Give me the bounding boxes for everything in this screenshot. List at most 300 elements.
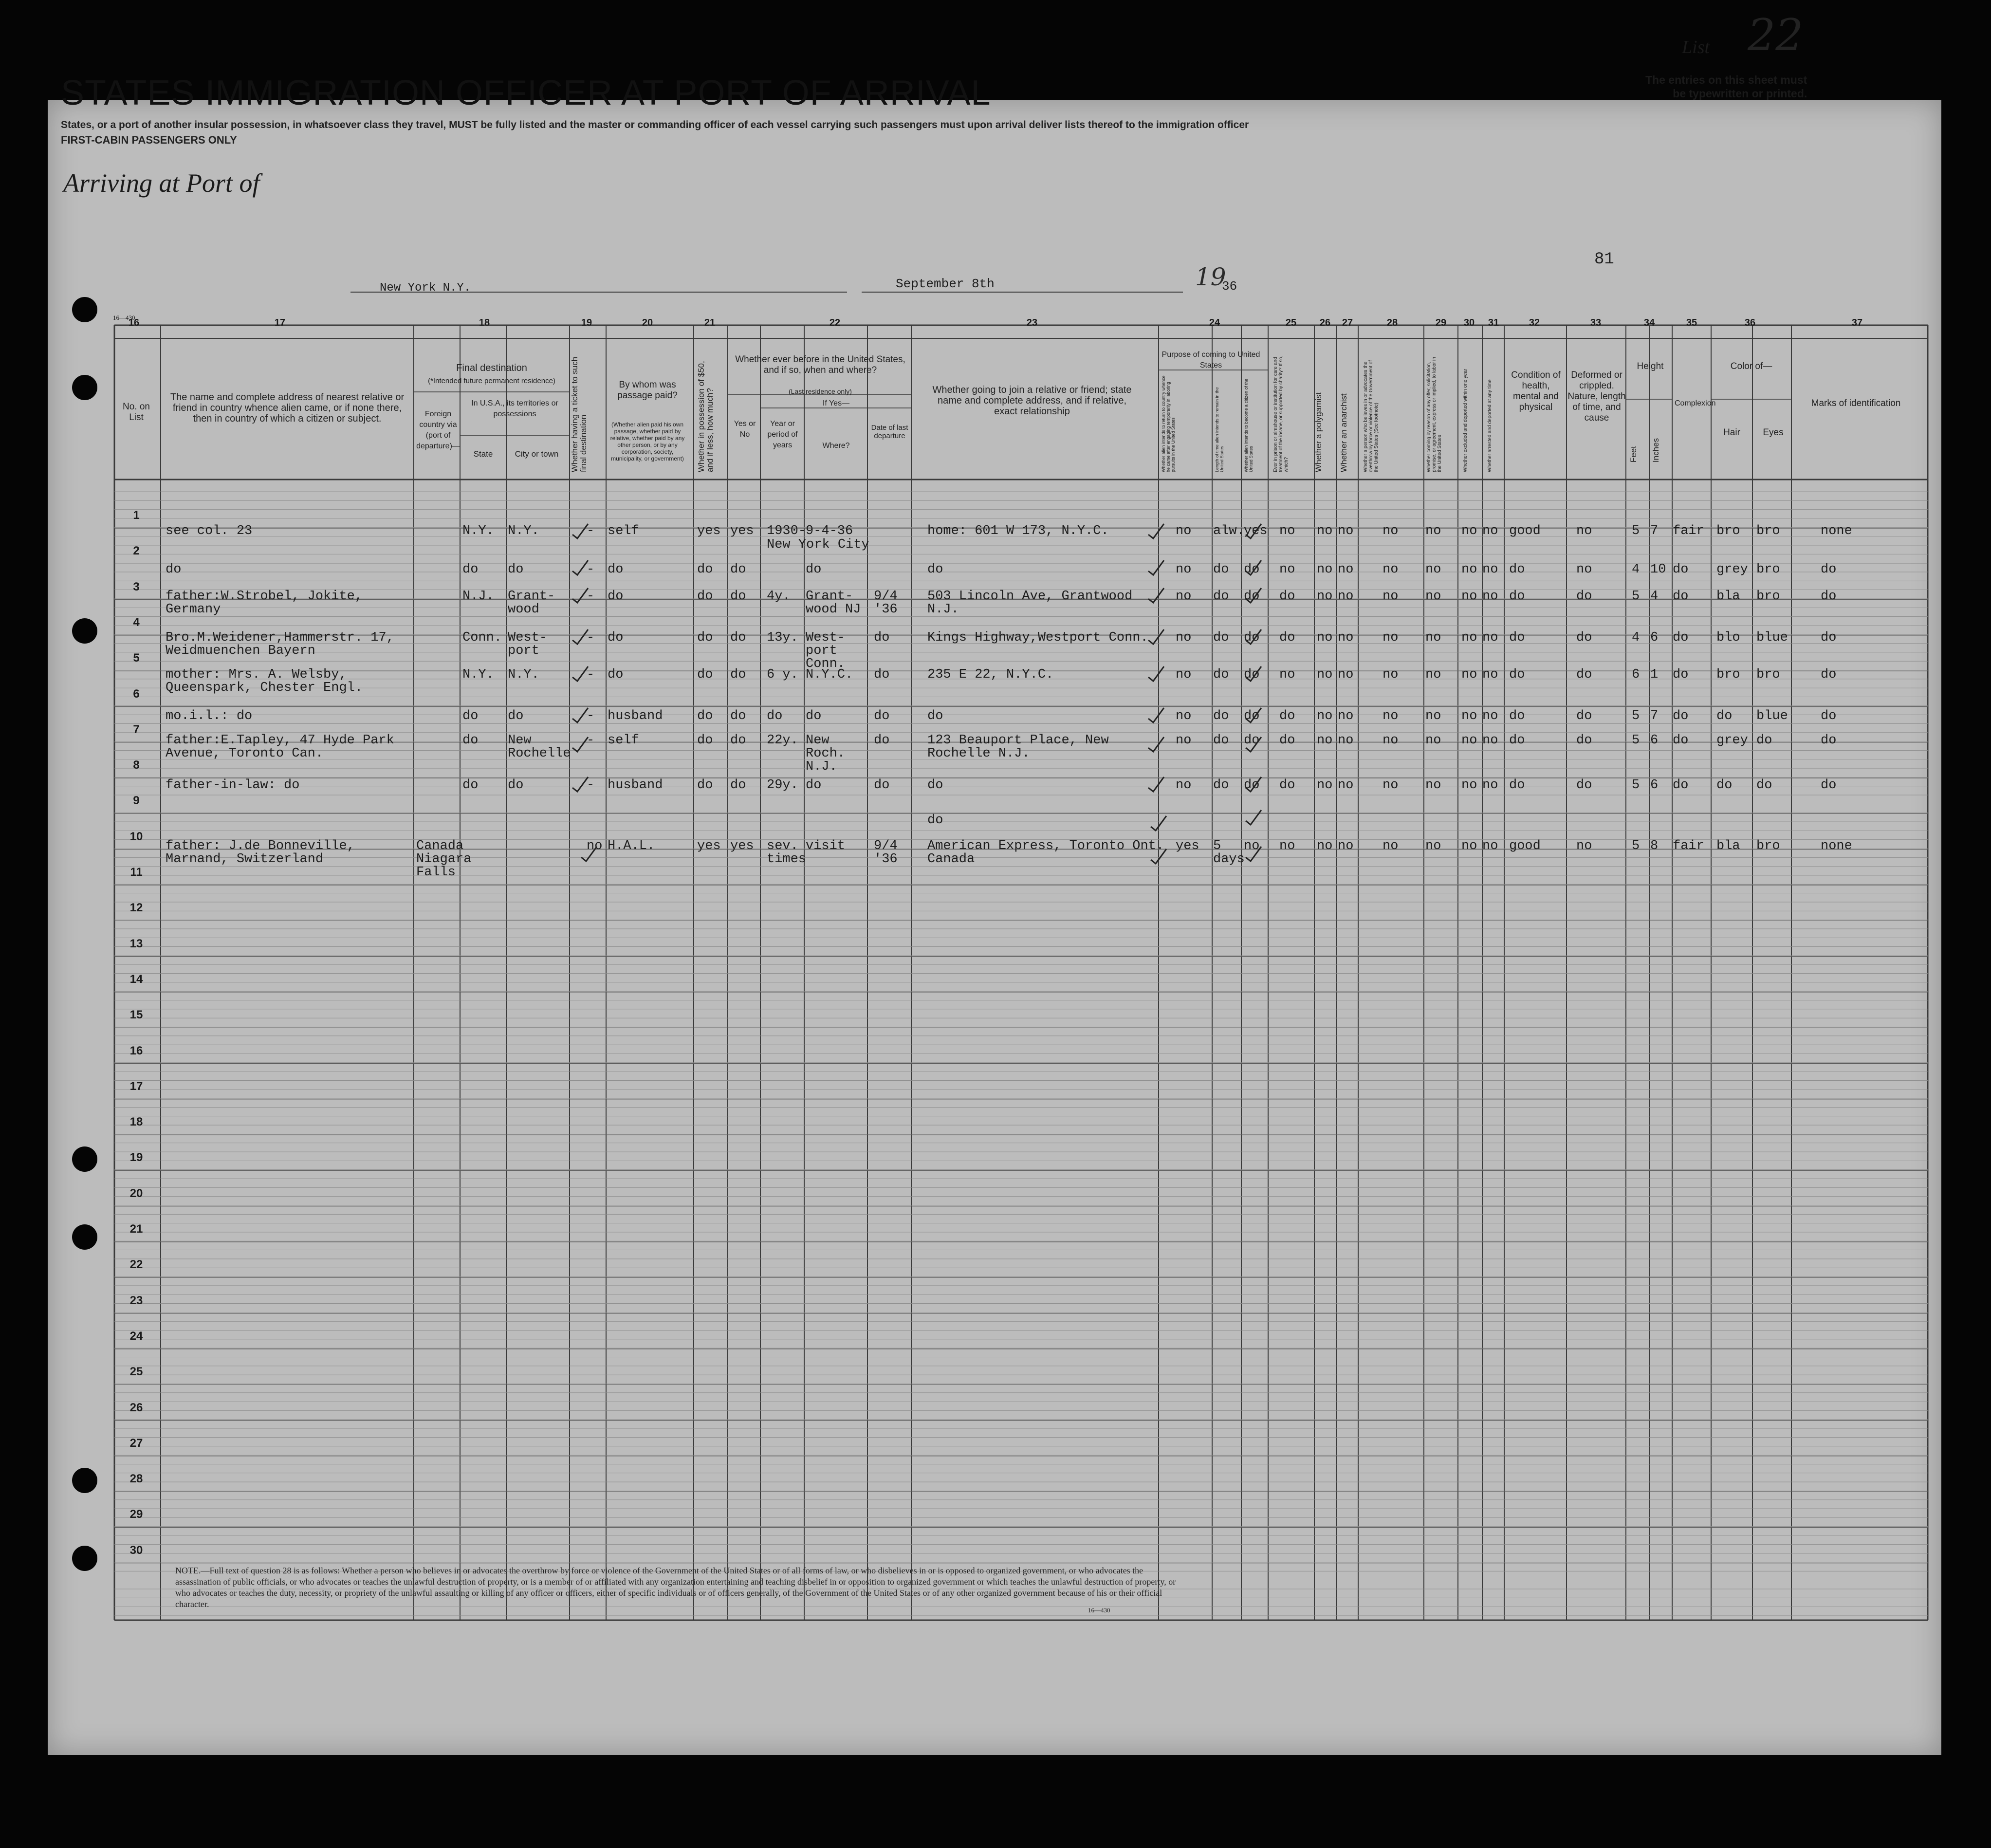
cell-c25: no xyxy=(1279,839,1295,853)
check-mark-icon xyxy=(1146,775,1166,795)
header-passage-paid: By whom was passage paid? xyxy=(617,380,678,401)
cell-c30: no xyxy=(1461,524,1477,538)
cell-c30: no xyxy=(1461,733,1477,748)
cell-c32: good xyxy=(1509,839,1541,853)
cell-eyes: blue xyxy=(1756,630,1788,645)
cell-c22-date: do xyxy=(874,630,890,645)
cell-c29: no xyxy=(1425,589,1441,604)
cell-c26: no xyxy=(1317,709,1333,723)
cell-c23: do xyxy=(927,562,943,577)
cell-c26: no xyxy=(1317,630,1333,645)
cell-c24c: do xyxy=(1244,733,1260,748)
cell-c18-city: New Rochelle xyxy=(508,733,571,761)
row-number: 22 xyxy=(129,1258,143,1272)
cell-c22-yn: do xyxy=(730,562,746,577)
header-hair: Hair xyxy=(1723,427,1740,438)
header-complexion: Complexion xyxy=(1675,399,1716,407)
row-number: 30 xyxy=(129,1543,143,1557)
header-marks: Marks of identification xyxy=(1811,398,1901,408)
cell-c31: no xyxy=(1482,667,1498,682)
cell-in: 10 xyxy=(1650,562,1666,577)
cell-c29: no xyxy=(1425,562,1441,577)
check-mark-icon xyxy=(1244,586,1263,606)
check-mark-icon xyxy=(1244,665,1263,684)
cell-c28: no xyxy=(1383,630,1399,645)
cell-c27: no xyxy=(1338,839,1354,853)
cell-c22-where: Grant- wood NJ xyxy=(806,589,861,617)
cell-c33: no xyxy=(1576,524,1592,538)
header-deported: Whether arrested and deported at any time xyxy=(1487,379,1493,472)
cell-c20: do xyxy=(608,589,624,604)
cell-ft: 5 xyxy=(1632,733,1640,748)
cell-c17: mother: Mrs. A. Welsby, Queenspark, Chester Engl. xyxy=(166,667,363,695)
cell-c18-city: Grant- wood xyxy=(508,589,555,617)
check-mark-icon xyxy=(1244,706,1263,725)
cell-hair: bro xyxy=(1716,667,1740,682)
cell-c24b: alw. xyxy=(1213,524,1245,538)
header-ever-in-us: Whether ever before in the United States, and if so, when and where? xyxy=(735,354,905,375)
cell-c28: no xyxy=(1383,562,1399,577)
cell-c32: do xyxy=(1509,667,1525,682)
cell-c24c: do xyxy=(1244,562,1260,577)
cell-c20: self xyxy=(608,733,639,748)
header-prison: Ever in prison or almshouse or institution for care and treatment of the insane, or supported by charity? If so, which? xyxy=(1273,355,1289,472)
row-number: 16 xyxy=(129,1044,143,1057)
cell-c17: father: J.de Bonneville, Marnand, Switzerland xyxy=(166,839,355,867)
cell-c18-city: N.Y. xyxy=(508,667,539,682)
header-foreign-country: Foreign country via (port of departure)— xyxy=(416,410,460,450)
cell-c30: no xyxy=(1461,630,1477,645)
cell-c22-date: do xyxy=(874,709,890,723)
column-number: 35 xyxy=(1686,317,1697,328)
row-number: 11 xyxy=(130,866,143,879)
check-mark-icon xyxy=(1244,735,1263,755)
cell-c17: Bro.M.Weidener,Hammerstr. 17, Weidmuenchen Bayern xyxy=(166,630,394,658)
entries-note xyxy=(1645,73,1807,100)
page-title: STATES IMMIGRATION OFFICER AT PORT OF ARRIVAL xyxy=(61,74,991,112)
check-mark-icon xyxy=(1244,845,1263,864)
cell-c35: do xyxy=(1673,589,1689,604)
cell-c20: self xyxy=(608,524,639,538)
cell-c25: no xyxy=(1279,562,1295,577)
header-purpose-length: Length of time alien intends to remain in the United States xyxy=(1215,387,1224,472)
cell-c27: no xyxy=(1338,733,1354,748)
check-mark-icon xyxy=(571,522,590,541)
cell-in: 6 xyxy=(1650,733,1659,748)
cell-in: 6 xyxy=(1650,630,1659,645)
header-purpose-return: Whether alien intends to return to country whence he came after engaging temporarily in laboring pursuits in the United States xyxy=(1161,375,1176,472)
cell-c18-state: Conn. xyxy=(462,630,502,645)
cell-c22-yn: do xyxy=(730,589,746,604)
cell-c30: no xyxy=(1461,562,1477,577)
cell-c27: no xyxy=(1338,709,1354,723)
column-number: 19 xyxy=(581,317,592,328)
year-prefix: 19 xyxy=(1195,263,1226,291)
cell-c24b: do xyxy=(1213,709,1229,723)
cell-c24a: no xyxy=(1176,562,1192,577)
cell-c24c: do xyxy=(1244,630,1260,645)
cell-c18-city: West- port xyxy=(508,630,548,658)
cell-ft: 5 xyxy=(1632,839,1640,853)
cell-c24b: do xyxy=(1213,630,1229,645)
header-join-relative: Whether going to join a relative or friend; state name and complete address, and if relative, exact relationship xyxy=(932,385,1132,417)
cell-c35: do xyxy=(1673,667,1689,682)
cell-in: 7 xyxy=(1650,524,1659,538)
cell-c31: no xyxy=(1482,733,1498,748)
cell-c24b: do xyxy=(1213,589,1229,604)
cell-c26: no xyxy=(1317,667,1333,682)
cell-c19: - xyxy=(587,589,595,604)
cell-c33: do xyxy=(1576,709,1592,723)
cell-eyes: bro xyxy=(1756,839,1780,853)
cell-c18-foreign: Canada Niagara Falls xyxy=(416,839,472,880)
cell-c29: no xyxy=(1425,733,1441,748)
cell-c37: none xyxy=(1821,524,1852,538)
cell-c23: 235 E 22, N.Y.C. xyxy=(927,667,1054,682)
footnote-code: 16—430 xyxy=(1088,1607,1110,1614)
cell-c22-date: do xyxy=(874,733,890,748)
cell-c33: do xyxy=(1576,733,1592,748)
row-number: 28 xyxy=(129,1472,143,1486)
check-mark-icon xyxy=(1146,558,1166,578)
cell-c37: do xyxy=(1821,562,1837,577)
cell-c20: husband xyxy=(608,778,663,793)
cell-c26: no xyxy=(1317,778,1333,793)
cell-c22-year: do xyxy=(767,709,783,723)
cell-c18-state: do xyxy=(462,733,479,748)
cell-c24a: no xyxy=(1176,778,1192,793)
cell-c22-date: do xyxy=(874,778,890,793)
cell-c32: do xyxy=(1509,778,1525,793)
cell-c26: no xyxy=(1317,839,1333,853)
cell-c27: no xyxy=(1338,667,1354,682)
cell-c25: no xyxy=(1279,524,1295,538)
cell-hair: bro xyxy=(1716,524,1740,538)
header-deformed: Deformed or crippled. Nature, length of time, and cause xyxy=(1567,370,1626,423)
cell-c22-yn: do xyxy=(730,709,746,723)
check-mark-icon xyxy=(1146,735,1166,755)
check-mark-icon xyxy=(1244,775,1263,795)
column-number: 32 xyxy=(1529,317,1540,328)
entries-note-line: The entries on this sheet must xyxy=(1645,74,1807,86)
cell-hair: blo xyxy=(1716,630,1740,645)
cell-ft: 6 xyxy=(1632,667,1640,682)
row-number: 25 xyxy=(129,1365,143,1379)
cell-c20: husband xyxy=(608,709,663,723)
check-mark-icon xyxy=(1146,628,1166,647)
cell-c17: see col. 23 xyxy=(166,524,253,538)
cell-c19: - xyxy=(587,630,595,645)
column-number: 24 xyxy=(1209,317,1220,328)
cell-c33: do xyxy=(1576,667,1592,682)
cell-c22-where: N.Y.C. xyxy=(806,667,853,682)
cell-hair: bla xyxy=(1716,839,1740,853)
cell-eyes: bro xyxy=(1756,562,1780,577)
instructions-line: States, or a port of another insular possession, in whatsoever class they travel, MUST be fully listed and the master or commanding officer of each vessel carrying such passengers must upon arrival deliver lists thereof to the immigration officer xyxy=(61,119,1249,130)
row-number: 12 xyxy=(129,901,143,915)
check-mark-icon xyxy=(1146,665,1166,684)
cell-c26: no xyxy=(1317,589,1333,604)
cell-c18-city: do xyxy=(508,778,524,793)
cell-hair: do xyxy=(1716,709,1733,723)
cell-c32: do xyxy=(1509,562,1525,577)
cell-c29: no xyxy=(1425,667,1441,682)
header-labor-offer: Whether coming by reason of any offer, solicitation, promise, or agreement, express or implied, to labor in the United States xyxy=(1426,357,1442,472)
cell-c19: - xyxy=(587,667,595,682)
cell-c24a: no xyxy=(1176,667,1192,682)
cell-c27: no xyxy=(1338,589,1354,604)
cell-c24b: do xyxy=(1213,667,1229,682)
cell-c35: do xyxy=(1673,562,1689,577)
cell-c33: do xyxy=(1576,589,1592,604)
cell-c33: do xyxy=(1576,778,1592,793)
column-number: 22 xyxy=(829,317,841,328)
cell-in: 6 xyxy=(1650,778,1659,793)
row-number: 26 xyxy=(129,1401,143,1414)
row-number: 10 xyxy=(129,830,143,843)
header-fifty-dollars: Whether in possession of $50, and if less, how much? xyxy=(697,361,715,472)
row-number: 2 xyxy=(133,544,140,558)
cell-c24a: no xyxy=(1176,630,1192,645)
cell-c31: no xyxy=(1482,709,1498,723)
row-number: 13 xyxy=(129,937,143,950)
cell-c25: do xyxy=(1279,589,1295,604)
cell-c19: - xyxy=(587,562,595,577)
cell-c35: do xyxy=(1673,778,1689,793)
cell-c27: no xyxy=(1338,562,1354,577)
row-number: 23 xyxy=(129,1294,143,1307)
cell-c22-date: 9/4 '36 xyxy=(874,589,898,617)
cell-c24a: no xyxy=(1176,589,1192,604)
row-number: 18 xyxy=(129,1115,143,1129)
list-label: List xyxy=(1682,37,1710,57)
cell-c22-year: 29y. xyxy=(767,778,798,793)
cell-c24b: do xyxy=(1213,778,1229,793)
header-final-destination: Final destination xyxy=(456,363,527,373)
cell-c24a: no xyxy=(1176,733,1192,748)
header-purpose: Purpose of coming to United States xyxy=(1161,351,1260,370)
header-where: Where? xyxy=(822,442,850,450)
cell-c26: no xyxy=(1317,562,1333,577)
header-city: City or town xyxy=(515,449,559,459)
header-date-departure: Date of last departure xyxy=(871,424,908,440)
cell-c19: - xyxy=(587,733,595,748)
cell-c18-state: N.Y. xyxy=(462,524,494,538)
cell-c22-where: West- port Conn. xyxy=(806,630,846,671)
cell-c18-state: N.Y. xyxy=(462,667,494,682)
header-purpose-citizen: Whether alien intends to become a citizen of the United States xyxy=(1244,378,1254,472)
cell-hair: grey xyxy=(1716,733,1748,748)
cell-c27: no xyxy=(1338,778,1354,793)
cell-c21: yes xyxy=(697,839,721,853)
check-mark-icon xyxy=(571,706,590,725)
cell-c31: no xyxy=(1482,562,1498,577)
cell-c24a: no xyxy=(1176,709,1192,723)
cell-c31: no xyxy=(1482,524,1498,538)
cell-c22-where: do xyxy=(806,778,822,793)
arrival-date: September 8th xyxy=(896,277,995,291)
header-state: State xyxy=(473,449,493,459)
cell-eyes: bro xyxy=(1756,524,1780,538)
row-number: 27 xyxy=(129,1436,143,1450)
cell-c28: no xyxy=(1383,839,1399,853)
column-number: 21 xyxy=(704,317,716,328)
check-mark-icon xyxy=(1244,522,1263,541)
cell-c25: no xyxy=(1279,667,1295,682)
column-number: 20 xyxy=(642,317,653,328)
column-number: 34 xyxy=(1643,317,1655,328)
year-suffix: 36 xyxy=(1222,279,1237,294)
check-mark-icon xyxy=(1146,706,1166,725)
cell-ft: 5 xyxy=(1632,524,1640,538)
header-health: Condition of health, mental and physical xyxy=(1511,370,1561,412)
cell-c25: do xyxy=(1279,733,1295,748)
cell-c22-yn: do xyxy=(730,733,746,748)
column-number: 28 xyxy=(1386,317,1398,328)
column-number: 16 xyxy=(128,317,140,328)
header-eyes: Eyes xyxy=(1763,427,1784,438)
header-in-usa: In U.S.A., its territories or possessions xyxy=(471,399,558,418)
cell-eyes: bro xyxy=(1756,589,1780,604)
cell-c21: do xyxy=(697,778,713,793)
cell-c24a: no xyxy=(1176,524,1192,538)
cell-c37: do xyxy=(1821,733,1837,748)
cell-c29: no xyxy=(1425,778,1441,793)
row-number: 1 xyxy=(133,509,140,522)
cell-c29: no xyxy=(1425,630,1441,645)
header-year: Year or period of years xyxy=(767,420,798,449)
row-number: 17 xyxy=(129,1079,143,1093)
cell-c29: no xyxy=(1425,524,1441,538)
cell-c21: do xyxy=(697,709,713,723)
cell-c24b: 5 days xyxy=(1213,839,1245,867)
cell-c22-where: New Roch. N.J. xyxy=(806,733,846,774)
cell-c22-date: 9/4 '36 xyxy=(874,839,898,867)
header-final-destination-note: (*Intended future permanent residence) xyxy=(428,377,555,385)
check-mark-icon xyxy=(1244,558,1263,578)
cell-c31: no xyxy=(1482,778,1498,793)
cell-c28: no xyxy=(1383,667,1399,682)
cell-c18-state: do xyxy=(462,562,479,577)
cell-c19: - xyxy=(587,709,595,723)
cell-c24c: do xyxy=(1244,589,1260,604)
cell-c22-yn: yes xyxy=(730,524,754,538)
cell-c17: father:W.Strobel, Jokite, Germany xyxy=(166,589,363,617)
cell-c37: do xyxy=(1821,778,1837,793)
cell-c22-year: 6 y. xyxy=(767,667,798,682)
row-number: 14 xyxy=(129,972,143,986)
header-yes-no: Yes or No xyxy=(734,420,756,439)
row-number: 15 xyxy=(129,1008,143,1022)
cell-c20: H.A.L. xyxy=(608,839,655,853)
cell-c18-state: do xyxy=(462,778,479,793)
header-height: Height xyxy=(1637,361,1664,371)
cell-c25: do xyxy=(1279,709,1295,723)
check-mark-icon xyxy=(1244,808,1263,828)
column-number: 18 xyxy=(479,317,490,328)
cell-ft: 4 xyxy=(1632,630,1640,645)
cell-c31: no xyxy=(1482,630,1498,645)
header-anarchist: Whether an anarchist xyxy=(1339,393,1348,472)
check-mark-icon xyxy=(1149,814,1168,833)
cell-c37: none xyxy=(1821,839,1852,853)
column-number: 36 xyxy=(1744,317,1756,328)
cell-c19: - xyxy=(587,778,595,793)
row-number: 5 xyxy=(133,651,140,665)
cell-c18-city: do xyxy=(508,562,524,577)
cell-c22-year: 13y. xyxy=(767,630,798,645)
first-cabin-label: FIRST-CABIN PASSENGERS ONLY xyxy=(61,134,237,146)
cell-c23: do xyxy=(927,813,943,828)
cell-c24a: yes xyxy=(1176,839,1199,853)
header-feet: Feet xyxy=(1629,445,1638,462)
cell-ft: 5 xyxy=(1632,778,1640,793)
cell-c25: do xyxy=(1279,630,1295,645)
cell-c20: do xyxy=(608,630,624,645)
footnote: NOTE.—Full text of question 28 is as follows: Whether a person who believes in or advocates the overthrow by force or violence of the Government of the United States or of all forms of law, or who disbelieves in or is opposed to organized government, or who advocates the assassination of public officials, or who advocates or teaches the unlawful destruction of property, or is a member of or affiliated with any organization entertaining and teaching disbelief in or opposition to organized government or which teaches the unlawful destruction of property, or who advocates or teaches the duty, necessity, or propriety of the unlawful assaulting or killing of any officer or officers, either of specific individuals or of officers generally, of the Government of the United States or of any other organized government because of his or their official character. xyxy=(175,1566,1176,1609)
cell-c25: do xyxy=(1279,778,1295,793)
cell-c26: no xyxy=(1317,524,1333,538)
cell-in: 1 xyxy=(1650,667,1659,682)
cell-eyes: bro xyxy=(1756,667,1780,682)
cell-c30: no xyxy=(1461,709,1477,723)
cell-c20: do xyxy=(608,562,624,577)
check-mark-icon xyxy=(1149,847,1168,867)
cell-c24c: yes xyxy=(1244,524,1268,538)
cell-c21: do xyxy=(697,630,713,645)
cell-c30: no xyxy=(1461,778,1477,793)
cell-hair: do xyxy=(1716,778,1733,793)
cell-hair: grey xyxy=(1716,562,1748,577)
cell-c24c: do xyxy=(1244,667,1260,682)
cell-c22-extra: New York City xyxy=(767,537,869,552)
cell-c28: no xyxy=(1383,778,1399,793)
cell-c18-state: do xyxy=(462,709,479,723)
cell-c17: father:E.Tapley, 47 Hyde Park Avenue, Toronto Can. xyxy=(166,733,394,761)
cell-c22-year: 22y. xyxy=(767,733,798,748)
cell-c35: fair xyxy=(1673,524,1704,538)
cell-c37: do xyxy=(1821,709,1837,723)
cell-eyes: do xyxy=(1756,778,1772,793)
check-mark-icon xyxy=(1146,586,1166,606)
cell-c37: do xyxy=(1821,630,1837,645)
column-number: 26 xyxy=(1319,317,1331,328)
cell-ft: 5 xyxy=(1632,589,1640,604)
header-inches: Inches xyxy=(1651,438,1660,462)
cell-c22-yn: do xyxy=(730,630,746,645)
header-passage-note: (Whether alien paid his own passage, whether paid by relative, whether paid by any other person, or by any corporation, society, municipality, or government) xyxy=(610,421,685,462)
check-mark-icon xyxy=(579,845,599,864)
row-number: 21 xyxy=(129,1222,143,1236)
cell-c31: no xyxy=(1482,589,1498,604)
header-color-of: Color of— xyxy=(1730,361,1772,371)
cell-c23: do xyxy=(927,778,943,793)
cell-c37: do xyxy=(1821,589,1837,604)
cell-c22-where: 9-4-36 xyxy=(806,524,853,538)
cell-c31: no xyxy=(1482,839,1498,853)
cell-in: 8 xyxy=(1650,839,1659,853)
cell-c35: do xyxy=(1673,709,1689,723)
header-overthrow: Whether a person who believes in or advocates the overthrow by force or violence of the Government of the United States (See footnote) xyxy=(1363,360,1379,472)
cell-c21: do xyxy=(697,667,713,682)
cell-c22-where: visit xyxy=(806,839,846,853)
row-number: 29 xyxy=(129,1508,143,1521)
row-number: 7 xyxy=(133,722,140,736)
entries-note-line: be typewritten or printed. xyxy=(1673,87,1807,100)
cell-c30: no xyxy=(1461,839,1477,853)
cell-c18-city: N.Y. xyxy=(508,524,539,538)
cell-c21: do xyxy=(697,733,713,748)
